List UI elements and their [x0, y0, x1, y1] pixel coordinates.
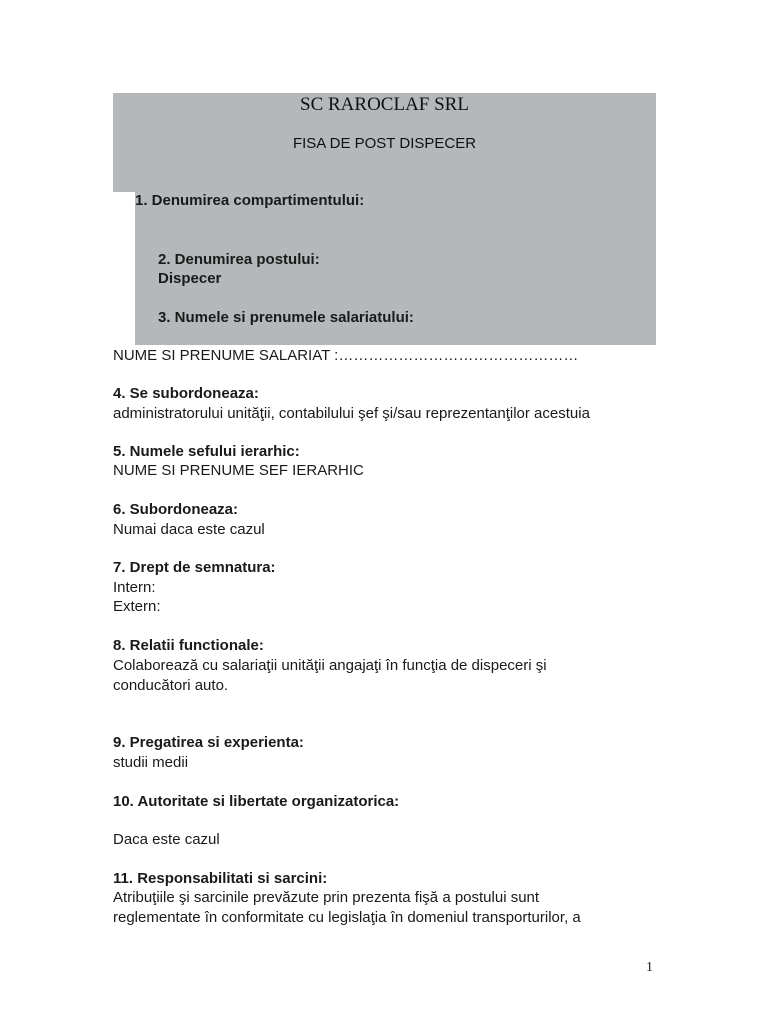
section-4-value: administratorului unităţii, contabilului şef şi/sau reprezentanţilor acestuia	[113, 405, 590, 422]
section-10-value: Daca este cazul	[113, 831, 220, 848]
section-6-value: Numai daca este cazul	[113, 521, 265, 538]
page-number: 1	[646, 960, 653, 975]
section-7-heading: 7. Drept de semnatura:	[113, 559, 276, 576]
document-title: FISA DE POST DISPECER	[292, 135, 477, 152]
section-7-external: Extern:	[113, 598, 161, 615]
section-7-internal: Intern:	[113, 579, 156, 596]
section-9-heading: 9. Pregatirea si experienta:	[113, 734, 304, 751]
section-11-value-line-2: reglementate în conformitate cu legislaţia în domeniul transporturilor, a	[113, 909, 581, 926]
company-name: SC RAROCLAF SRL	[300, 94, 469, 115]
section-11-heading: 11. Responsabilitati si sarcini:	[113, 870, 328, 887]
section-2-heading: 2. Denumirea postului:	[158, 251, 320, 268]
section-8-heading: 8. Relatii functionale:	[113, 637, 264, 654]
section-8-value-line-1: Colaborează cu salariaţii unităţii angajaţi în funcţia de dispeceri şi	[113, 657, 547, 674]
section-1-heading: 1. Denumirea compartimentului:	[135, 192, 365, 209]
section-6-heading: 6. Subordoneaza:	[113, 501, 239, 518]
section-9-value: studii medii	[113, 754, 189, 771]
section-4-heading: 4. Se subordoneaza:	[113, 385, 259, 402]
section-10-heading: 10. Autoritate si libertate organizatorica:	[113, 793, 400, 810]
section-2-value: Dispecer	[158, 270, 222, 287]
section-11-value-line-1: Atribuţiile şi sarcinile prevăzute prin prezenta fişă a postului sunt	[113, 889, 540, 906]
section-5-value: NUME SI PRENUME SEF IERARHIC	[113, 462, 364, 479]
employee-name-line: NUME SI PRENUME SALARIAT :…………………………………………	[113, 347, 579, 364]
section-8-value-line-2: conducători auto.	[113, 677, 229, 694]
section-5-heading: 5. Numele sefului ierarhic:	[113, 443, 300, 460]
section-3-heading: 3. Numele si prenumele salariatului:	[158, 309, 414, 326]
